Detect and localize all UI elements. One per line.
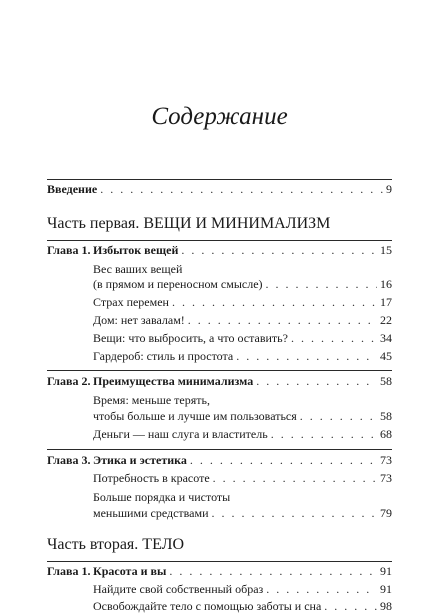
chapter-number: Глава 3. [47, 453, 91, 467]
toc-entry-line: Время: меньше терять, [93, 393, 210, 407]
toc-label: (в прямом и переносном смысле) [93, 277, 263, 291]
toc-page: 34 [380, 331, 392, 345]
leader-dots [190, 453, 377, 468]
toc-label: Освобождайте тело с помощью заботы и сна [93, 599, 322, 613]
divider [47, 370, 392, 371]
toc-label: Потребность в красоте [93, 471, 210, 485]
toc-label: меньшими средствами [93, 506, 209, 520]
toc-entry[interactable] [93, 331, 392, 346]
divider [47, 449, 392, 450]
page-title: Содержание [151, 103, 288, 130]
toc-page: 17 [380, 295, 392, 309]
toc-entry-line: Больше порядка и чистоты [93, 490, 231, 504]
leader-dots [169, 564, 377, 579]
toc-entry[interactable] [93, 471, 392, 486]
leader-dots [236, 349, 377, 364]
toc-entry[interactable] [93, 277, 392, 292]
toc-entry[interactable] [93, 409, 392, 424]
toc-label: Вещи: что выбросить, а что оставить? [93, 331, 288, 345]
leader-dots [266, 277, 377, 292]
divider [47, 240, 392, 241]
leader-dots [271, 427, 377, 442]
toc-entry-line: Вес ваших вещей [93, 262, 183, 276]
toc-label: чтобы больше и лучше им пользоваться [93, 409, 297, 423]
divider [47, 561, 392, 562]
toc-page: 16 [380, 277, 392, 291]
toc-page: 91 [380, 564, 392, 578]
toc-chapter[interactable] [47, 453, 392, 468]
leader-dots [256, 374, 377, 389]
toc-chapter[interactable] [47, 243, 392, 258]
part-title: Часть вторая. ТЕЛО [47, 536, 185, 553]
leader-dots [300, 409, 377, 424]
toc-page: 68 [380, 427, 392, 441]
leader-dots [172, 295, 377, 310]
toc-page: 9 [386, 182, 392, 196]
chapter-number: Глава 2. [47, 374, 91, 388]
toc-entry[interactable] [93, 295, 392, 310]
toc-label: Найдите свой собственный образ [93, 582, 264, 596]
toc-page: 58 [380, 374, 392, 388]
toc-entry[interactable] [93, 313, 392, 328]
toc-label: Дом: нет завалам! [93, 313, 185, 327]
toc-entry[interactable] [93, 427, 392, 442]
toc-page: 58 [380, 409, 392, 423]
toc-page: 91 [380, 582, 392, 596]
chapter-number: Глава 1. [47, 564, 91, 578]
toc-chapter[interactable] [47, 564, 392, 579]
toc-entry-intro[interactable] [47, 182, 392, 197]
toc-label: Страх перемен [93, 295, 169, 309]
toc-page: 79 [380, 506, 392, 520]
toc-label: Избыток вещей [93, 243, 179, 257]
leader-dots [291, 331, 377, 346]
toc-page: 45 [380, 349, 392, 363]
part-title: Часть первая. ВЕЩИ И МИНИМАЛИЗМ [47, 215, 331, 232]
toc-label: Деньги — наш слуга и властитель [93, 427, 268, 441]
toc-page: 73 [380, 453, 392, 467]
toc-page: 73 [380, 471, 392, 485]
leader-dots [212, 506, 377, 521]
divider [47, 179, 392, 180]
leader-dots [324, 599, 377, 614]
toc-label: Преимущества минимализма [93, 374, 254, 388]
toc-page: 22 [380, 313, 392, 327]
toc-chapter[interactable] [47, 374, 392, 389]
toc-entry[interactable] [93, 506, 392, 521]
toc-label: Этика и эстетика [93, 453, 187, 467]
leader-dots [266, 582, 377, 597]
leader-dots [100, 182, 383, 197]
leader-dots [181, 243, 377, 258]
leader-dots [213, 471, 377, 486]
toc-page: 15 [380, 243, 392, 257]
toc-page: 98 [380, 599, 392, 613]
toc-label: Введение [47, 182, 98, 196]
toc-entry[interactable] [93, 582, 392, 597]
toc-label: Гардероб: стиль и простота [93, 349, 234, 363]
toc-label: Красота и вы [93, 564, 167, 578]
toc-entry[interactable] [93, 599, 392, 614]
leader-dots [188, 313, 377, 328]
chapter-number: Глава 1. [47, 243, 91, 257]
toc-entry[interactable] [93, 349, 392, 364]
